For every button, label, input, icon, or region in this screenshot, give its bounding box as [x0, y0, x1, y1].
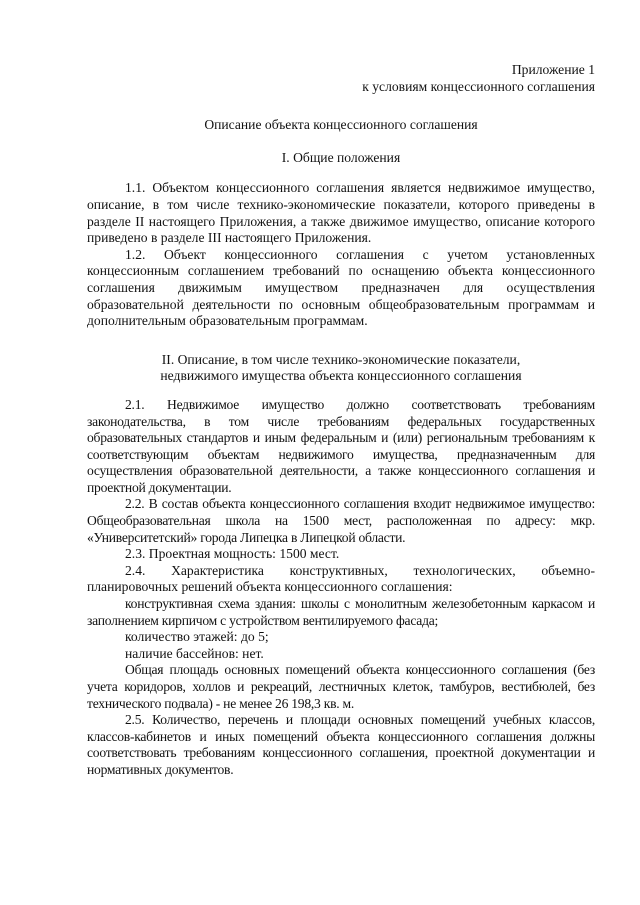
section-1-heading: I. Общие положения	[281, 149, 401, 165]
section-2-heading-line-2: недвижимого имущества объекта концессионного соглашения	[160, 368, 522, 384]
paragraph-1-1: 1.1. Объектом концессионного соглашения является недвижимое имущество, описание, в том числе технико-экономические показатели, которого приведены в разделе II настоящего Приложения, а также движимое имущество, описание которого приведено в разделе III настоящего Приложения.	[87, 180, 595, 246]
paragraph-2-3: 2.3. Проектная мощность: 1500 мест.	[125, 546, 340, 562]
section-2-heading-line-1: II. Описание, в том числе технико-экономические показатели,	[161, 351, 521, 367]
annex-subtitle: к условиям концессионного соглашения	[362, 78, 595, 94]
paragraph-2-5: 2.5. Количество, перечень и площади основных помещений учебных классов, классов-кабинетов и иных помещений объекта концессионного соглашения должны соответствовать требованиям концессионного соглашения, проектной документации и нормативных документов.	[87, 712, 595, 777]
paragraph-floors: количество этажей: до 5;	[125, 629, 269, 645]
annex-header	[87, 62, 595, 95]
paragraph-2-4: 2.4. Характеристика конструктивных, технологических, объемно-планировочных решений объекта концессионного соглашения:	[87, 562, 595, 595]
paragraph-pools: наличие бассейнов: нет.	[125, 645, 264, 661]
paragraph-total-area: Общая площадь основных помещений объекта концессионного соглашения (без учета коридоров, холлов и рекреаций, лестничных клеток, тамбуров, вестибюлей, без технического подвала) - не менее 26 198,3 кв. м.	[87, 662, 595, 711]
paragraph-structure-scheme: конструктивная схема здания: школы с монолитным железобетонным каркасом и заполнением кирпичом с устройством вентилируемого фасада;	[87, 596, 595, 628]
section-2-heading	[87, 352, 595, 385]
paragraph-2-1: 2.1. Недвижимое имущество должно соответствовать требованиям законодательства, в том числе требованиям федеральных государственных образовательных стандартов и иным федеральным и (или) региональным требованиям к соответствующим объектам недвижимого имущества, предназначенным для осуществления образовательной деятельности, а также концессионного соглашения и проектной документации.	[87, 396, 595, 495]
annex-number: Приложение 1	[511, 62, 595, 77]
document-page	[87, 62, 595, 779]
paragraph-1-2: 1.2. Объект концессионного соглашения с учетом установленных концессионным соглашением требований по оснащению объекта концессионного соглашения движимым имуществом предназначен для осуществления образовательной деятельности по основным общеобразовательным программам и дополнительным образовательным программам.	[87, 246, 595, 329]
document-title: Описание объекта концессионного соглашения	[204, 117, 478, 133]
paragraph-2-2: 2.2. В состав объекта концессионного соглашения входит недвижимое имущество: Общеобразовательная школа на 1500 мест, расположенная по адресу: мкр. «Университетский» города Липецка в Липецкой области.	[87, 496, 595, 545]
